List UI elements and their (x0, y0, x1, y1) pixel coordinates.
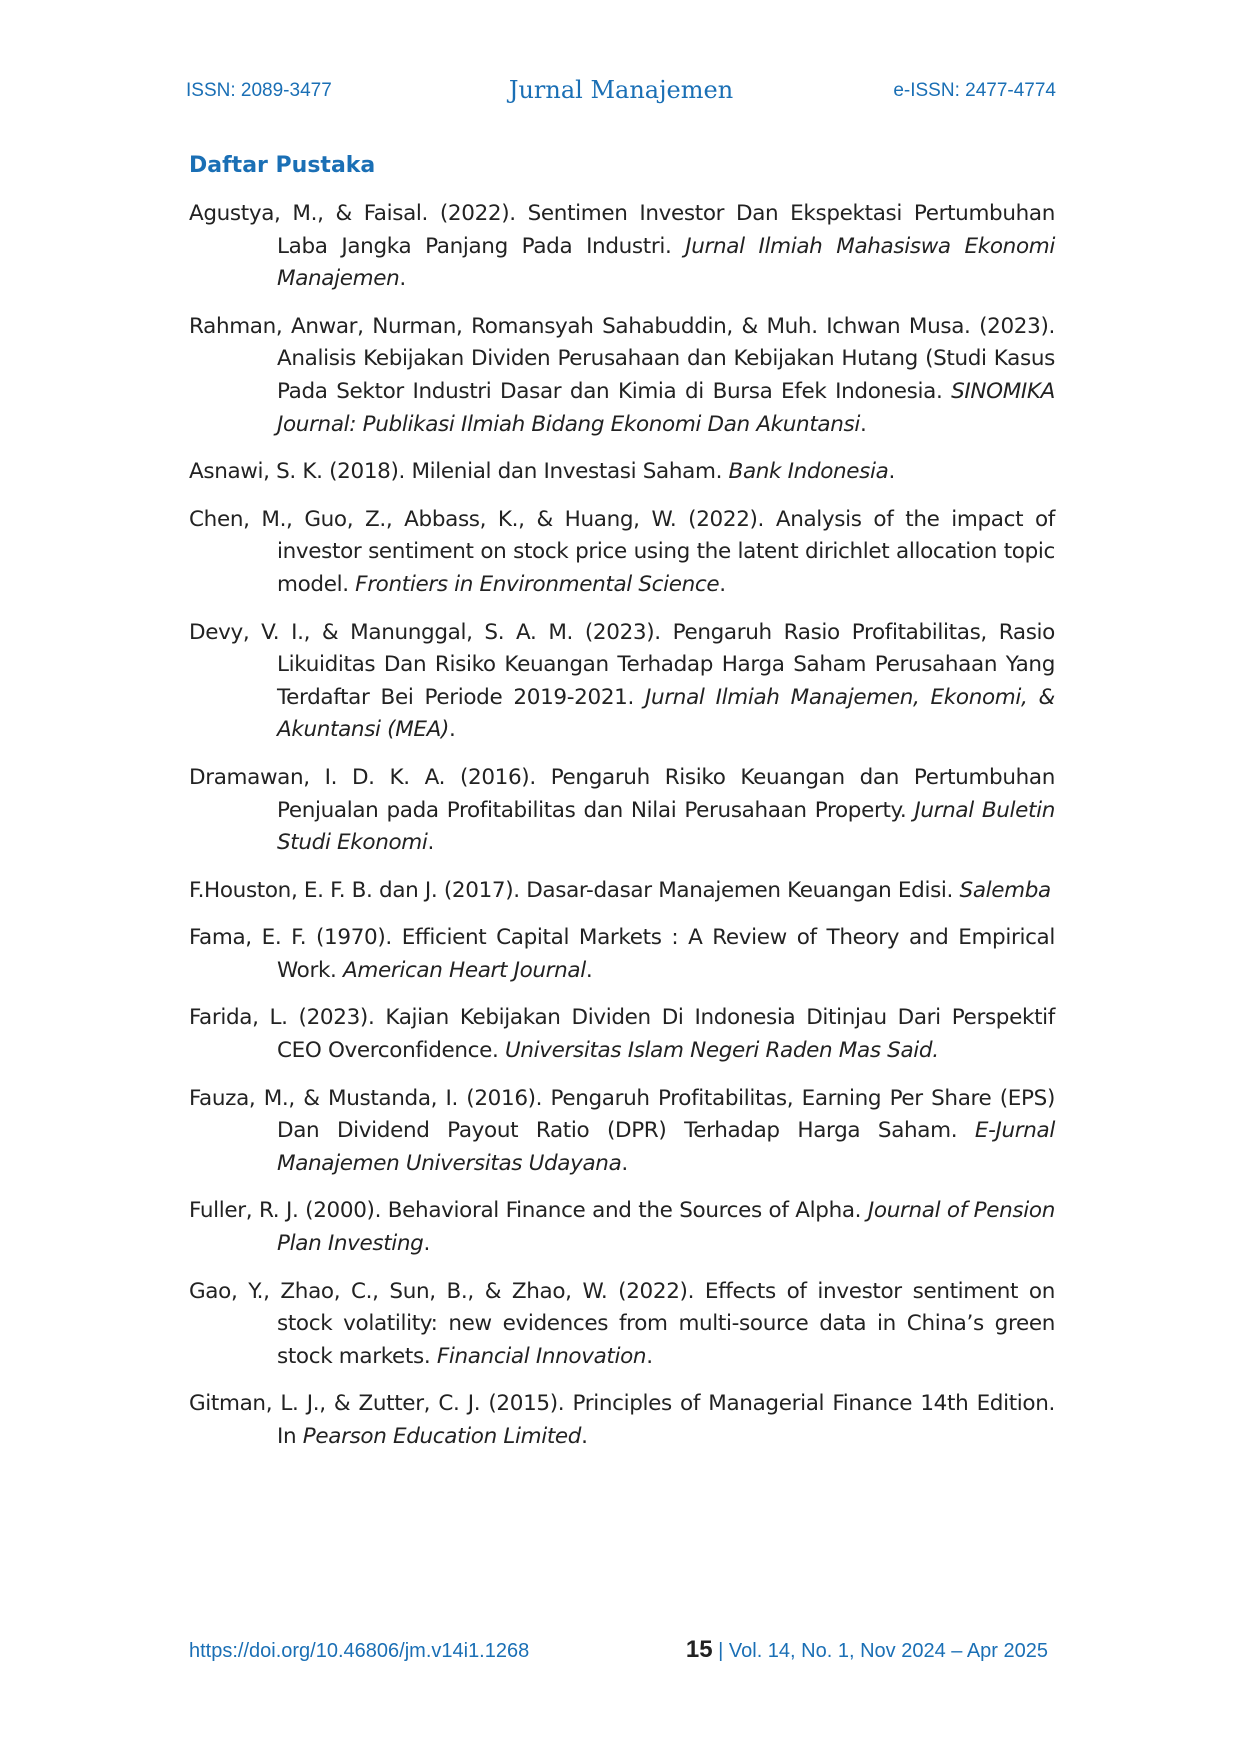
reference-text: Asnawi, S. K. (2018). Milenial dan Investasi Saham. (189, 459, 729, 485)
reference-tail: . (449, 717, 456, 743)
page-footer (189, 1636, 1055, 1666)
issn: ISSN: 2089-3477 (186, 80, 332, 101)
reference-text: Fauza, M., & Mustanda, I. (2016). Pengaruh Profitabilitas, Earning Per Share (EPS) Dan Dividend Payout Ratio (DPR) Terhadap Harga Saham. (189, 1085, 1055, 1144)
reference-text: Gitman, L. J., & Zutter, C. J. (2015). Principles of Managerial Finance 14th Edition. In (189, 1391, 1055, 1449)
reference-tail: . (581, 1424, 588, 1449)
doi-link[interactable]: https://doi.org/10.46806/jm.v14i1.1268 (189, 1640, 530, 1662)
reference-venue: Universitas Islam Negeri Raden Mas Said. (504, 1038, 939, 1064)
reference-item (189, 1276, 1055, 1374)
page-number: 15 (685, 1636, 713, 1663)
reference-item (189, 1195, 1055, 1260)
reference-tail: . (646, 1343, 653, 1369)
reference-tail: . (399, 266, 406, 292)
volume-info: | Vol. 14, No. 1, Nov 2024 – Apr 2025 (712, 1640, 1048, 1662)
reference-venue: SINOMIKA Journal: Publikasi Ilmiah Bidang Ekonomi Dan Akuntansi (277, 378, 1055, 437)
reference-item (189, 1388, 1055, 1453)
reference-text: Rahman, Anwar, Nurman, Romansyah Sahabuddin, & Muh. Ichwan Musa. (2023). Analisis Kebijakan Dividen Perusahaan dan Kebijakan Hutang (Studi Kasus Pada Sektor Industri Dasar dan Kimia di Bursa Efek Indonesia. (189, 313, 1055, 404)
reference-list (189, 198, 1055, 1469)
reference-text: Devy, V. I., & Manunggal, S. A. M. (2023). Pengaruh Rasio Profitabilitas, Rasio Likuiditas Dan Risiko Keuangan Terhadap Harga Saham Perusahaan Yang Terdaftar Bei Periode 2019-2021. (189, 619, 1055, 710)
reference-text: F.Houston, E. F. B. dan J. (2017). Dasar-dasar Manajemen Keuangan Edisi. (189, 877, 960, 903)
reference-tail: . (888, 459, 895, 485)
page-header (186, 76, 1056, 110)
reference-venue: Jurnal Ilmiah Manajemen, Ekonomi, & Akuntansi (MEA) (277, 684, 1055, 743)
eissn: e-ISSN: 2477-4774 (893, 80, 1056, 101)
reference-item (189, 762, 1055, 860)
reference-venue: Pearson Education Limited (302, 1424, 582, 1449)
reference-item (189, 1083, 1055, 1181)
reference-tail: . (585, 957, 593, 983)
reference-venue: Jurnal Buletin Studi Ekonomi (277, 797, 1055, 856)
reference-text: Dramawan, I. D. K. A. (2016). Pengaruh Risiko Keuangan dan Pertumbuhan Penjualan pada Profitabilitas dan Nilai Perusahaan Property. (189, 764, 1055, 823)
reference-item (189, 922, 1055, 987)
reference-text: Agustya, M., & Faisal. (2022). Sentimen Investor Dan Ekspektasi Pertumbuhan Laba Jangka Panjang Pada Industri. (189, 201, 1055, 259)
reference-venue: Journal of Pension Plan Investing (277, 1198, 1055, 1257)
reference-item (189, 1002, 1055, 1067)
reference-text: Fama, E. F. (1970). Efficient Capital Markets : A Review of Theory and Empirical Work. (189, 925, 1055, 983)
reference-venue: American Heart Journal (343, 957, 586, 983)
journal-title: Jurnal Manajemen (508, 76, 734, 104)
reference-text: Fuller, R. J. (2000). Behavioral Finance and the Sources of Alpha. (189, 1198, 868, 1224)
reference-tail: . (860, 411, 867, 437)
reference-item (189, 875, 1055, 908)
reference-tail: . (621, 1150, 628, 1176)
reference-tail: . (427, 830, 434, 856)
reference-text: Gao, Y., Zhao, C., Sun, B., & Zhao, W. (2022). Effects of investor sentiment on stock volatility: new evidences from multi-source data in China’s green stock markets. (189, 1278, 1055, 1369)
reference-tail: . (423, 1231, 430, 1257)
section-title: Daftar Pustaka (189, 153, 376, 178)
reference-item (189, 456, 1055, 489)
reference-item (189, 311, 1055, 441)
reference-item (189, 504, 1055, 602)
reference-venue: E-Jurnal Manajemen Universitas Udayana (277, 1118, 1055, 1176)
reference-item (189, 198, 1055, 296)
reference-text: Chen, M., Guo, Z., Abbass, K., & Huang, W. (2022). Analysis of the impact of investor sentiment on stock price using the latent dirichlet allocation topic model. (189, 506, 1055, 597)
reference-venue: Frontiers in Environmental Science (355, 571, 720, 597)
page-info (686, 1636, 1048, 1664)
reference-venue: Jurnal Ilmiah Mahasiswa Ekonomi Manajemen (277, 233, 1055, 292)
reference-venue: Financial Innovation (436, 1343, 647, 1369)
reference-venue: Salemba (959, 877, 1051, 903)
reference-venue: Bank Indonesia (728, 459, 889, 485)
reference-item (189, 617, 1055, 747)
reference-tail: . (719, 571, 726, 597)
reference-text: Farida, L. (2023). Kajian Kebijakan Dividen Di Indonesia Ditinjau Dari Perspektif CEO Overconfidence. (189, 1005, 1055, 1064)
